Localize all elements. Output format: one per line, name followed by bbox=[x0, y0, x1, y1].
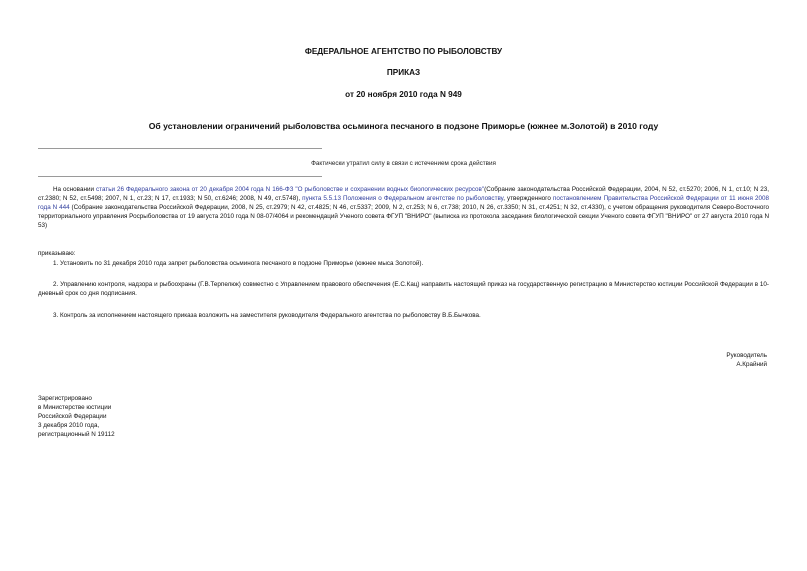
preamble-text-3: , утвержденного bbox=[503, 194, 553, 202]
order-item-2-text: 2. Управлению контроля, надзора и рыбоохраны (Г.В.Терпелюк) совместно с Управлением правового обеспечения (Е.С.Кац) направить настоящий приказ на государственную регистрацию в Министерство юстиции Российской Федерации в 10-дневный срок со дня подписания. bbox=[38, 281, 769, 297]
preamble-paragraph bbox=[38, 186, 769, 231]
registration-line-5: регистрационный N 19112 bbox=[38, 430, 115, 438]
signatory-position: Руководитель bbox=[726, 352, 767, 359]
preamble-text-2: (Собрание законодательства Российской Федерации, 2004, N 52, ст.5270; 2006, N 1, ст.10; N 23, ст.2380; N 52, ст.5498; 2007, N 1, ст.23; N 17, ст.1933; N 50, ст.6246; 2008, N 49, ст.5748), bbox=[38, 186, 769, 202]
order-item-3-text: 3. Контроль за исполнением настоящего приказа возложить на заместителя руководителя Федерального агентства по рыболовству В.Б.Бычкова. bbox=[53, 312, 481, 319]
signature-block bbox=[726, 352, 767, 370]
order-item-1-text: 1. Установить по 31 декабря 2010 года запрет рыболовства осьминога песчаного в подзоне Приморье (южнее мыса Золотой). bbox=[53, 260, 424, 267]
preamble-text-1: На основании bbox=[53, 186, 96, 193]
bottom-divider bbox=[38, 176, 322, 177]
order-item-1 bbox=[38, 260, 769, 269]
preamble-text-4: (Собрание законодательства Российской Федерации, 2008, N 25, ст.2979; N 42, ст.4825; N 46, ст.5337; 2009, N 2, ст.253; N 6, ст.738; 2010, N 26, ст.3350; N 31, ст.4251; N 32, ст.4330), с учетом обращения руководителя Северо-Восточного территориального управления Росрыболовства от 19 августа 2010 года N 08-07/4064 и рекомендаций Ученого совета ФГУП "ВНИРО" (выписка из протокола заседания биологической секции Ученого совета ФГУП "ВНИРО" от 27 августа 2010 года N 53) bbox=[38, 203, 769, 229]
top-divider bbox=[38, 148, 322, 149]
document-title: Об установлении ограничений рыболовства осьминога песчаного в подзоне Приморье (южнее м.Золотой) в 2010 году bbox=[148, 121, 659, 131]
document-type: ПРИКАЗ bbox=[386, 68, 421, 77]
status-note: Фактически утратил силу в связи с истечением срока действия bbox=[311, 160, 496, 167]
order-item-2 bbox=[38, 281, 769, 299]
orders-label: приказываю: bbox=[38, 250, 76, 257]
registration-line-2: в Министерстве юстиции bbox=[38, 403, 112, 411]
order-item-3 bbox=[38, 312, 769, 321]
registration-line-1: Зарегистрировано bbox=[38, 395, 92, 402]
signatory-name: А.Крайний bbox=[736, 360, 767, 368]
law-article-26-link[interactable]: статьи 26 Федерального закона от 20 декабря 2004 года N 166-ФЗ "О рыболовстве и сохранении водных биологических ресурсов" bbox=[95, 186, 485, 193]
regulation-item-5-5-13-link[interactable]: пункта 5.5.13 Положения о Федеральном агентстве по рыболовству bbox=[302, 194, 504, 202]
registration-line-4: 3 декабря 2010 года, bbox=[38, 421, 100, 429]
government-resolution-444-link[interactable]: постановлением Правительства Российской Федерации от 11 июня 2008 года N 444 bbox=[38, 194, 769, 211]
agency-name: ФЕДЕРАЛЬНОЕ АГЕНТСТВО ПО РЫБОЛОВСТВУ bbox=[304, 47, 503, 56]
registration-line-3: Российской Федерации bbox=[38, 412, 107, 420]
document-date-number: от 20 ноября 2010 года N 949 bbox=[345, 90, 462, 99]
registration-block bbox=[38, 395, 115, 440]
